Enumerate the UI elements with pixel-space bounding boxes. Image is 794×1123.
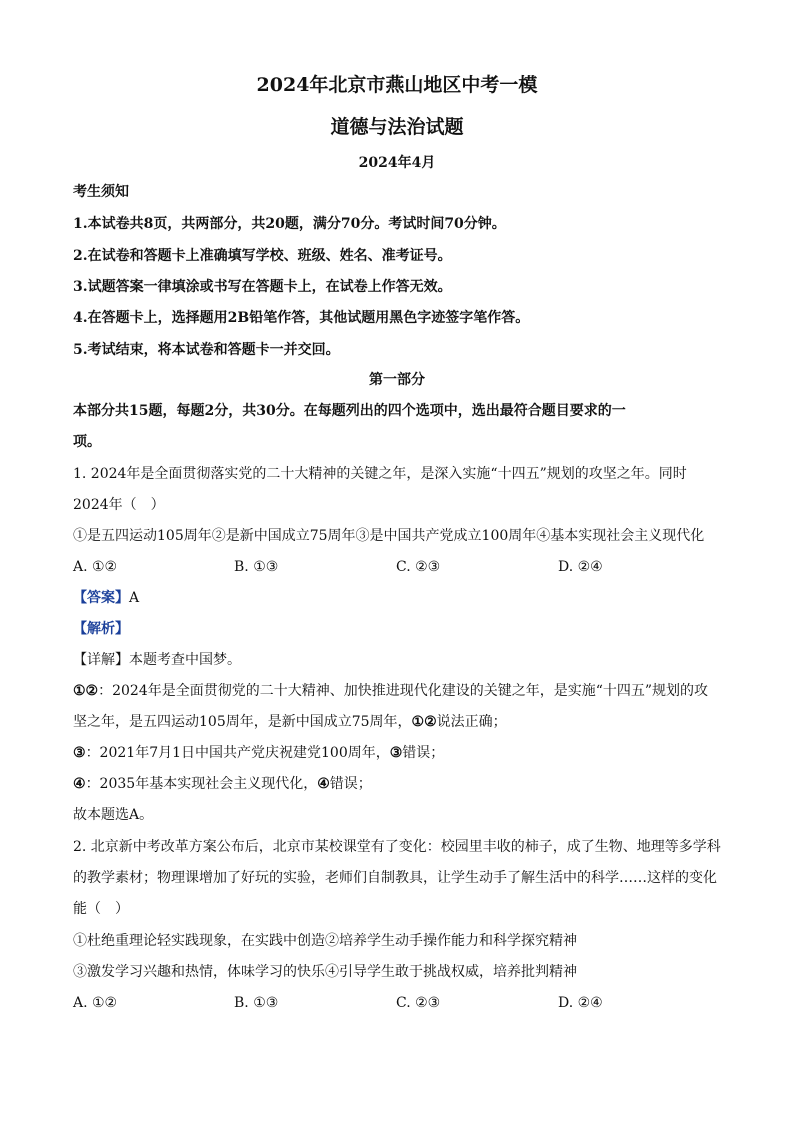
detail-tag: 【详解】 xyxy=(73,652,129,668)
q2-stem: 能（ ） xyxy=(73,901,129,917)
exam-date: 2024年4月 xyxy=(358,155,436,171)
part-intro: 项。 xyxy=(73,434,101,450)
q1-option-c: C. ②③ xyxy=(396,559,441,575)
detail-text: 本题考查中国梦。 xyxy=(129,652,241,668)
explanation-text: ：2024年是全面贯彻党的二十大精神、加快推进现代化建设的关键之年，是实施“十四五”规划的攻 xyxy=(98,683,709,699)
q1-detail xyxy=(73,650,733,670)
notice-item: 1.本试卷共8页，共两部分，共20题，满分70分。考试时间70分钟。 xyxy=(73,216,506,232)
q1-stem: 1. 2024年是全面贯彻落实党的二十大精神的关键之年，是深入实施“十四五”规划的攻坚之年。同时 xyxy=(73,466,687,482)
explanation-text: 说法正确； xyxy=(436,714,507,730)
q2-stem: 的教学素材；物理课增加了好玩的实验，老师们自制教具，让学生动手了解生活中的科学……这样的变化 xyxy=(73,870,717,886)
q2-statements: ③激发学习兴趣和热情，体味学习的快乐④引导学生敢于挑战权威，培养批判精神 xyxy=(73,964,577,980)
q1-stem: 2024年（ ） xyxy=(73,497,165,513)
q1-option-d: D. ②④ xyxy=(558,559,603,575)
explanation-text: 错误； xyxy=(329,776,372,792)
q1-explanation xyxy=(73,774,733,794)
answer-tag: 【答案】 xyxy=(73,590,129,606)
statement-mark: ③ xyxy=(73,745,86,761)
explanation-text: ：2021年7月1日中国共产党庆祝建党100周年， xyxy=(85,745,390,761)
notice-heading: 考生须知 xyxy=(73,184,129,200)
explanation-text: 坚之年，是五四运动105周年，是新中国成立75周年， xyxy=(73,714,412,730)
statement-mark: ④ xyxy=(73,776,86,792)
part-intro: 本部分共15题，每题2分，共30分。在每题列出的四个选项中，选出最符合题目要求的一 xyxy=(73,403,626,419)
q1-option-a: A. ①② xyxy=(73,559,118,575)
notice-item: 5.考试结束，将本试卷和答题卡一并交回。 xyxy=(73,342,340,358)
q1-analysis xyxy=(73,619,733,639)
statement-mark: ③ xyxy=(389,745,403,761)
statement-mark: ④ xyxy=(317,776,330,792)
notice-item: 2.在试卷和答题卡上准确填写学校、班级、姓名、准考证号。 xyxy=(73,248,452,264)
explanation-text: 错误； xyxy=(402,745,445,761)
page-title: 2024年北京市燕山地区中考一模 xyxy=(256,74,538,96)
page-subtitle: 道德与法治试题 xyxy=(330,116,464,138)
q1-statements: ①是五四运动105周年②是新中国成立75周年③是中国共产党成立100周年④基本实现社会主义现代化 xyxy=(73,528,705,544)
notice-item: 4.在答题卡上，选择题用2B铅笔作答，其他试题用黑色字迹签字笔作答。 xyxy=(73,310,530,326)
part-heading: 第一部分 xyxy=(369,372,425,388)
q1-explanation xyxy=(73,712,733,732)
q1-option-b: B. ①③ xyxy=(234,559,279,575)
q1-explanation xyxy=(73,743,733,763)
notice-item: 3.试题答案一律填涂或书写在答题卡上，在试卷上作答无效。 xyxy=(73,279,452,295)
statement-mark: ①② xyxy=(73,683,99,699)
q1-answer xyxy=(73,588,733,608)
statement-mark: ①② xyxy=(411,714,437,730)
q2-option-a: A. ①② xyxy=(73,995,118,1011)
answer-value: A xyxy=(129,590,140,606)
q1-conclusion: 故本题选A。 xyxy=(73,807,154,823)
q2-option-d: D. ②④ xyxy=(558,995,603,1011)
analysis-tag: 【解析】 xyxy=(73,621,129,637)
q1-explanation xyxy=(73,681,733,701)
q2-stem: 2. 北京新中考改革方案公布后，北京市某校课堂有了变化：校园里丰收的柿子，成了生物、地理等多学科 xyxy=(73,839,721,855)
explanation-text: ：2035年基本实现社会主义现代化， xyxy=(85,776,318,792)
q2-option-b: B. ①③ xyxy=(234,995,279,1011)
q2-option-c: C. ②③ xyxy=(396,995,441,1011)
q2-statements: ①杜绝重理论轻实践现象，在实践中创造②培养学生动手操作能力和科学探究精神 xyxy=(73,933,577,949)
